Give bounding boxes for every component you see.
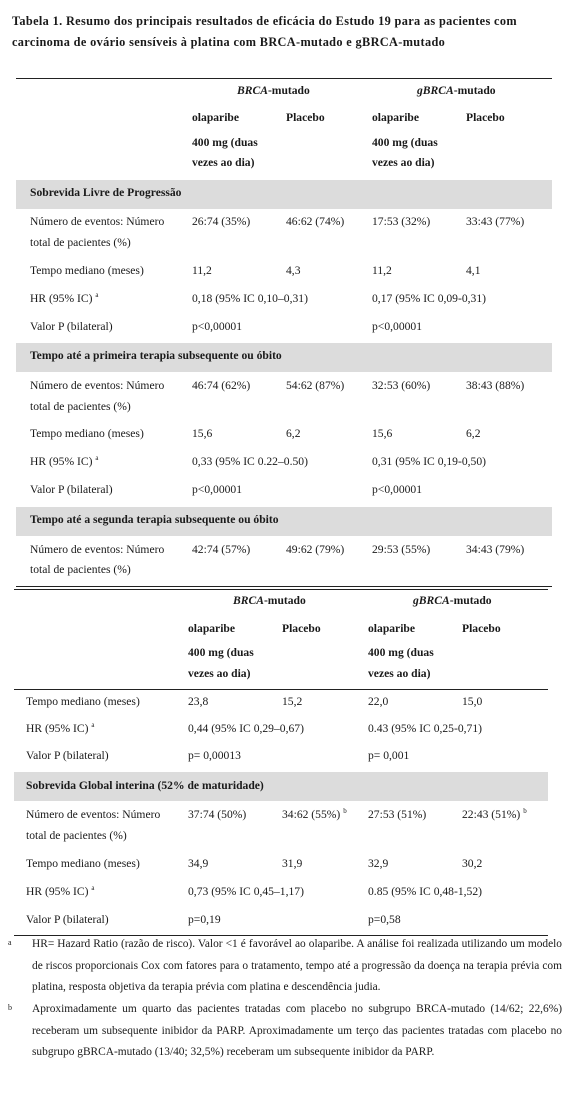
cell: p<0,00001 [372,320,423,333]
section-title-os: Sobrevida Global interina (52% de maturidade) [26,779,264,792]
header-dose: vezes ao dia) [372,156,435,169]
section-title-tfst: Tempo até a primeira terapia subsequente ou óbito [30,349,282,362]
cell: 0,44 (95% IC 0,29–0,67) [188,722,304,735]
cell: 31,9 [282,857,303,870]
header-placebo: Placebo [286,111,325,124]
cell: 46:74 (62%) [192,379,251,392]
cell: 0,18 (95% IC 0,10–0,31) [192,292,308,305]
cell: 32,9 [368,857,389,870]
cell: 30,2 [462,857,483,870]
header-brca-mutado: BRCA-mutado [233,594,306,607]
cell: p= 0,00013 [188,749,241,762]
header-gbrca-mutado: gBRCA-mutado [417,84,496,97]
row-label: Tempo mediano (meses) [30,427,144,440]
row-label: Valor P (bilateral) [26,913,109,926]
cell: 15,6 [372,427,393,440]
row-label: total de pacientes (%) [30,236,131,249]
cell: 4,1 [466,264,481,277]
header-olaparibe: olaparibe [188,622,236,635]
cell: 0,31 (95% IC 0,19-0,50) [372,455,486,468]
cell: 32:53 (60%) [372,379,431,392]
cell: p=0,58 [368,913,401,926]
row-label: Número de eventos: Número [30,543,165,556]
row-label: total de pacientes (%) [26,829,127,842]
cell: 46:62 (74%) [286,215,345,228]
cell: 11,2 [372,264,392,277]
footnote-b: Aproximadamente um quarto das pacientes tratadas com placebo no subgrupo BRCA-mutado (14/62; 22,6%) receberam um subsequente inibidor da PARP. Aproximadamente um terço das pacientes tratadas com placebo no subgrupo gBRCA-mutado (13/40; 32,5%) receberam um subsequente inibidor da PARP. [32,1003,562,1058]
row-label: Valor P (bilateral) [30,483,113,496]
table-title: Tabela 1. Resumo dos principais resultados de eficácia do Estudo 19 para as pacientes com carcinoma de ovário sensíveis à platina com BRCA-mutado e gBRCA-mutado [12,14,517,49]
row-label: HR (95% IC) $^a$ [26,884,95,898]
cell: 33:43 (77%) [466,215,525,228]
cell: 27:53 (51%) [368,808,427,821]
footnote-marker: b [8,1003,12,1012]
cell: p=0,19 [188,913,221,926]
row-label: Valor P (bilateral) [26,749,109,762]
header-rule [14,689,548,690]
header-dose: 400 mg (duas [372,136,438,149]
cell: 0,73 (95% IC 0,45–1,17) [188,885,304,898]
row-label: Número de eventos: Número [30,379,165,392]
table-top-rule [16,78,552,79]
cell: p= 0,001 [368,749,410,762]
cell: 23,8 [188,695,209,708]
cell: 22:43 (51%) $^b$ [462,807,527,821]
header-gbrca-mutado: gBRCA-mutado [413,594,492,607]
cell: 0.43 (95% IC 0,25-0,71) [368,722,482,735]
header-placebo: Placebo [462,622,501,635]
header-olaparibe: olaparibe [368,622,416,635]
cell: 26:74 (35%) [192,215,251,228]
cell: 0.85 (95% IC 0,48-1,52) [368,885,482,898]
row-label: Tempo mediano (meses) [30,264,144,277]
header-placebo: Placebo [466,111,505,124]
header-dose: vezes ao dia) [188,667,251,680]
footnote-a: HR= Hazard Ratio (razão de risco). Valor <1 é favorável ao olaparibe. A análise foi realizada utilizando um modelo de riscos proporcionais Cox com fatores para o tratamento, tempo até a progressão da doença na terapia prévia com platina, resposta objetiva da terapia prévia com platina e descendência judia. [32,938,562,993]
cell: 54:62 (87%) [286,379,345,392]
cell: 17:53 (32%) [372,215,431,228]
cell: 4,3 [286,264,301,277]
cell: 11,2 [192,264,212,277]
row-label: total de pacientes (%) [30,563,131,576]
row-label: Número de eventos: Número [30,215,165,228]
row-label: total de pacientes (%) [30,400,131,413]
cell: 6,2 [286,427,301,440]
cell: 0,33 (95% IC 0.22–0.50) [192,455,308,468]
cell: 15,2 [282,695,303,708]
cell: 42:74 (57%) [192,543,251,556]
row-label: Valor P (bilateral) [30,320,113,333]
row-label: Tempo mediano (meses) [26,857,140,870]
cell: p<0,00001 [372,483,423,496]
header-dose: vezes ao dia) [192,156,255,169]
cell: 34:43 (79%) [466,543,525,556]
header-dose: 400 mg (duas [192,136,258,149]
footnote-marker: a [8,938,12,947]
header-olaparibe: olaparibe [192,111,240,124]
cell: p<0,00001 [192,320,243,333]
header-brca-mutado: BRCA-mutado [237,84,310,97]
row-label: Número de eventos: Número [26,808,161,821]
cell: 49:62 (79%) [286,543,345,556]
table-top-rule [14,589,548,590]
cell: 34,9 [188,857,209,870]
header-dose: vezes ao dia) [368,667,431,680]
cell: 6,2 [466,427,481,440]
row-label: HR (95% IC) $^a$ [30,291,99,305]
cell: 0,17 (95% IC 0,09-0,31) [372,292,486,305]
row-label: HR (95% IC) $^a$ [30,454,99,468]
cell: 38:43 (88%) [466,379,525,392]
header-dose: 400 mg (duas [188,646,254,659]
cell: 34:62 (55%) $^b$ [282,807,347,821]
header-olaparibe: olaparibe [372,111,420,124]
row-label: Tempo mediano (meses) [26,695,140,708]
section-title-pfs: Sobrevida Livre de Progressão [30,186,182,199]
table-bottom-rule [16,586,552,587]
cell: p<0,00001 [192,483,243,496]
header-placebo: Placebo [282,622,321,635]
section-title-tsst: Tempo até a segunda terapia subsequente ou óbito [30,513,279,526]
cell: 22,0 [368,695,389,708]
cell: 15,6 [192,427,213,440]
row-label: HR (95% IC) $^a$ [26,721,95,735]
cell: 37:74 (50%) [188,808,247,821]
header-dose: 400 mg (duas [368,646,434,659]
cell: 29:53 (55%) [372,543,431,556]
cell: 15,0 [462,695,483,708]
